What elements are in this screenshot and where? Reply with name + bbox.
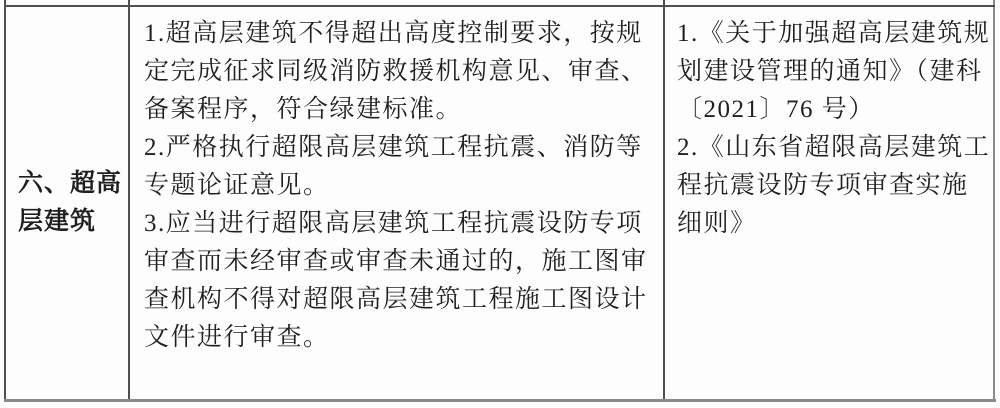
table-column-rule-1 (128, 0, 130, 401)
requirement-line: 专题论证意见。 (144, 172, 330, 199)
reference-line: 程抗震设防专项审查实施 (677, 172, 969, 199)
category-label-line: 六、超高 (18, 170, 123, 197)
requirements-cell (144, 15, 656, 357)
requirement-line: 1.超高层建筑不得超出高度控制要求，按规 (144, 20, 643, 47)
category-label-line: 层建筑 (18, 208, 97, 235)
references-cell (677, 15, 989, 243)
reference-line: 划建设管理的通知》（建科 (677, 58, 983, 85)
table-right-border (993, 0, 995, 402)
reference-line: 细则》 (677, 210, 757, 237)
requirement-line: 审查而未经审查或审查未通过的，施工图审 (144, 248, 648, 275)
table-bottom-border (4, 399, 996, 402)
requirement-line: 备案程序，符合绿建标准。 (144, 96, 463, 123)
requirement-line: 定完成征求同级消防救援机构意见、审查、 (144, 58, 648, 85)
reference-line: 1.《关于加强超高层建筑规 (677, 20, 991, 47)
category-cell (6, 7, 128, 399)
requirement-line: 文件进行审查。 (144, 324, 330, 351)
reference-line: 2.《山东省超限高层建筑工 (677, 134, 991, 161)
table-top-rule (4, 5, 995, 7)
requirement-line: 2.严格执行超限高层建筑工程抗震、消防等 (144, 134, 643, 161)
table-column-rule-2 (663, 0, 665, 401)
requirement-line: 3.应当进行超限高层建筑工程抗震设防专项 (144, 210, 643, 237)
requirement-line: 查机构不得对超限高层建筑工程施工图设计 (144, 286, 648, 313)
reference-line: 〔2021〕76 号） (677, 96, 875, 123)
